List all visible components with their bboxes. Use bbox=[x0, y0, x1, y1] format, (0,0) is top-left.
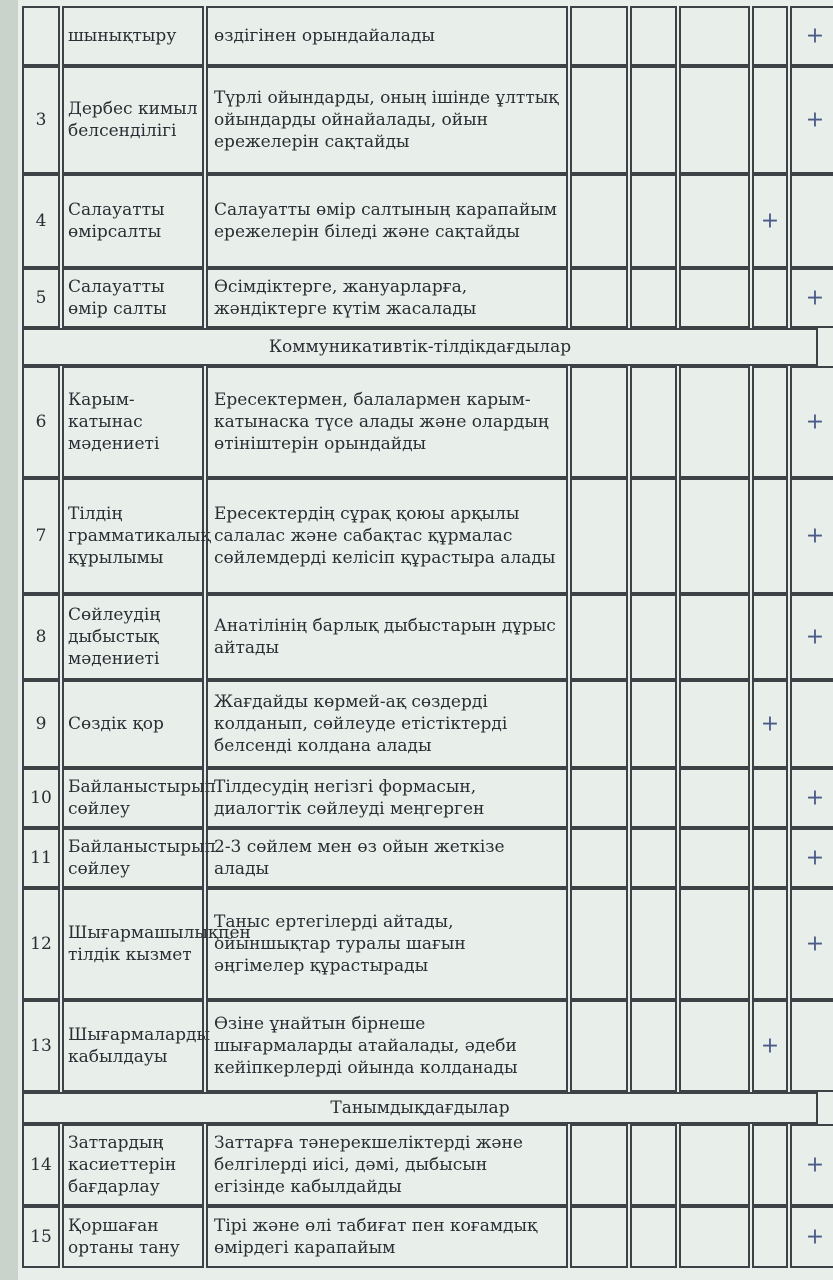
plus-mark: + bbox=[760, 1033, 780, 1059]
grade-cell[interactable] bbox=[790, 66, 833, 174]
grade-cell[interactable] bbox=[752, 366, 788, 478]
grade-cell[interactable] bbox=[790, 828, 833, 888]
grade-cell[interactable] bbox=[790, 1000, 833, 1092]
skill-description: Салауатты өмір салтының карапайым ережелерін біледі және сақтайды bbox=[206, 174, 568, 268]
skill-description: Тілдесудің негізгі формасын, диалогтік сөйлеуді меңгерген bbox=[206, 768, 568, 828]
plus-mark: + bbox=[760, 208, 780, 234]
skill-name: Карым-катынас мәдениеті bbox=[62, 366, 204, 478]
grade-cell[interactable] bbox=[790, 174, 833, 268]
table-row bbox=[22, 6, 825, 66]
table-row bbox=[22, 768, 825, 828]
grade-cell[interactable] bbox=[570, 1124, 628, 1206]
grade-cell[interactable] bbox=[630, 66, 677, 174]
skill-name: Заттардың касиеттерін бағдарлау bbox=[62, 1124, 204, 1206]
grade-cell[interactable] bbox=[752, 174, 788, 268]
grade-cell[interactable] bbox=[752, 768, 788, 828]
plus-mark: + bbox=[805, 785, 825, 811]
grade-cell[interactable] bbox=[630, 478, 677, 594]
grade-cell[interactable] bbox=[790, 268, 833, 328]
skill-name: Шығармашылықпен тілдік кызмет bbox=[62, 888, 204, 1000]
plus-mark: + bbox=[805, 523, 825, 549]
table-row bbox=[22, 366, 825, 478]
grade-cell[interactable] bbox=[630, 1000, 677, 1092]
grade-cell[interactable] bbox=[630, 6, 677, 66]
skill-description: өздігінен орындайалады bbox=[206, 6, 568, 66]
grade-cell[interactable] bbox=[679, 888, 750, 1000]
row-number: 9 bbox=[22, 680, 60, 768]
grade-cell[interactable] bbox=[630, 268, 677, 328]
table-row bbox=[22, 888, 825, 1000]
grade-cell[interactable] bbox=[790, 768, 833, 828]
skill-description: Жағдайды көрмей-ақ сөздерді колданып, сөйлеуде етістіктерді белсенді колдана алады bbox=[206, 680, 568, 768]
skill-description: Ересектердің сұрақ қоюы арқылы салалас және сабақтас құрмалас сөйлемдерді келісіп құрастыра алады bbox=[206, 478, 568, 594]
table-row bbox=[22, 680, 822, 768]
grade-cell[interactable] bbox=[679, 768, 750, 828]
skill-name: Салауатты өмірсалты bbox=[62, 174, 204, 268]
row-number: 6 bbox=[22, 366, 60, 478]
plus-mark: + bbox=[805, 931, 825, 957]
grade-cell[interactable] bbox=[790, 594, 833, 680]
grade-cell[interactable] bbox=[679, 6, 750, 66]
grade-cell[interactable] bbox=[570, 680, 628, 768]
plus-mark: + bbox=[805, 1224, 825, 1250]
row-number: 12 bbox=[22, 888, 60, 1000]
skill-name: шынықтыру bbox=[62, 6, 204, 66]
grade-cell[interactable] bbox=[570, 268, 628, 328]
grade-cell[interactable] bbox=[630, 768, 677, 828]
row-number: 14 bbox=[22, 1124, 60, 1206]
grade-cell[interactable] bbox=[570, 828, 628, 888]
skill-description: Түрлі ойындарды, оның ішінде ұлттық ойындарды ойнайалады, ойын ережелерін сақтайды bbox=[206, 66, 568, 174]
skill-description: Таныс ертегілерді айтады, ойыншықтар туралы шағын әңгімелер құрастырады bbox=[206, 888, 568, 1000]
grade-cell[interactable] bbox=[752, 680, 788, 768]
grade-cell[interactable] bbox=[752, 1206, 788, 1268]
skill-name: Дербес кимыл белсенділігі bbox=[62, 66, 204, 174]
grade-cell[interactable] bbox=[752, 268, 788, 328]
grade-cell[interactable] bbox=[570, 6, 628, 66]
grade-cell[interactable] bbox=[570, 888, 628, 1000]
grade-cell[interactable] bbox=[570, 594, 628, 680]
grade-cell[interactable] bbox=[790, 888, 833, 1000]
grade-cell[interactable] bbox=[679, 680, 750, 768]
skill-name: Қоршаған ортаны тану bbox=[62, 1206, 204, 1268]
plus-mark: + bbox=[805, 409, 825, 435]
skill-name: Сөйлеудің дыбыстық мәдениеті bbox=[62, 594, 204, 680]
grade-cell[interactable] bbox=[630, 1124, 677, 1206]
table-row bbox=[22, 66, 825, 174]
table-row bbox=[22, 478, 825, 594]
grade-cell[interactable] bbox=[679, 1000, 750, 1092]
grade-cell[interactable] bbox=[679, 1124, 750, 1206]
section-header: Танымдықдағдылар bbox=[22, 1092, 818, 1124]
table-row bbox=[22, 1124, 825, 1206]
skill-name: Салауатты өмір салты bbox=[62, 268, 204, 328]
grade-cell[interactable] bbox=[630, 828, 677, 888]
skill-name: Байланыстырып сөйлеу bbox=[62, 828, 204, 888]
grade-cell[interactable] bbox=[752, 478, 788, 594]
plus-mark: + bbox=[805, 845, 825, 871]
grade-cell[interactable] bbox=[630, 594, 677, 680]
grade-cell[interactable] bbox=[570, 478, 628, 594]
skill-description: Өзіне ұнайтын бірнеше шығармаларды атайалады, әдеби кейіпкерлерді ойында колданады bbox=[206, 1000, 568, 1092]
grade-cell[interactable] bbox=[752, 6, 788, 66]
grade-cell[interactable] bbox=[679, 366, 750, 478]
grade-cell[interactable] bbox=[790, 478, 833, 594]
grade-cell[interactable] bbox=[630, 680, 677, 768]
grade-cell[interactable] bbox=[752, 1124, 788, 1206]
skill-description: Тірі және өлі табиғат пен коғамдық өмірдегі карапайым bbox=[206, 1206, 568, 1268]
skill-name: Шығармаларды кабылдауы bbox=[62, 1000, 204, 1092]
skill-name: Байланыстырып сөйлеу bbox=[62, 768, 204, 828]
page-edge bbox=[0, 0, 18, 1280]
row-number: 4 bbox=[22, 174, 60, 268]
table-row bbox=[22, 1000, 822, 1092]
plus-mark: + bbox=[760, 711, 780, 737]
table-row bbox=[22, 828, 825, 888]
skill-description: Өсімдіктерге, жануарларға, жәндіктерге күтім жасалады bbox=[206, 268, 568, 328]
grade-cell[interactable] bbox=[570, 174, 628, 268]
grade-cell[interactable] bbox=[570, 366, 628, 478]
plus-mark: + bbox=[805, 285, 825, 311]
grade-cell[interactable] bbox=[790, 1124, 833, 1206]
grade-cell[interactable] bbox=[752, 888, 788, 1000]
grade-cell[interactable] bbox=[790, 366, 833, 478]
grade-cell[interactable] bbox=[630, 888, 677, 1000]
skill-description: 2-3 сөйлем мен өз ойын жеткізе алады bbox=[206, 828, 568, 888]
row-number: 13 bbox=[22, 1000, 60, 1092]
grade-cell[interactable] bbox=[630, 1206, 677, 1268]
row-number: 5 bbox=[22, 268, 60, 328]
row-number: 15 bbox=[22, 1206, 60, 1268]
grade-cell[interactable] bbox=[752, 828, 788, 888]
row-number: 7 bbox=[22, 478, 60, 594]
skill-name: Тілдің грамматикалық құрылымы bbox=[62, 478, 204, 594]
table-row bbox=[22, 1206, 825, 1268]
row-number: 8 bbox=[22, 594, 60, 680]
row-number: 3 bbox=[22, 66, 60, 174]
skill-description: Ересектермен, балалармен карым-катынаска түсе алады және олардың өтініштерін орындайды bbox=[206, 366, 568, 478]
row-number: 11 bbox=[22, 828, 60, 888]
grade-cell[interactable] bbox=[790, 6, 833, 66]
grade-cell[interactable] bbox=[679, 828, 750, 888]
grade-cell[interactable] bbox=[679, 268, 750, 328]
plus-mark: + bbox=[805, 1152, 825, 1178]
grade-cell[interactable] bbox=[679, 174, 750, 268]
grade-cell[interactable] bbox=[679, 478, 750, 594]
table-row bbox=[22, 268, 825, 328]
grade-cell[interactable] bbox=[570, 66, 628, 174]
skill-name: Сөздік қор bbox=[62, 680, 204, 768]
table-row bbox=[22, 174, 822, 268]
section-header: Коммуникативтік-тілдікдағдылар bbox=[22, 328, 818, 366]
table-row bbox=[22, 594, 825, 680]
grade-cell[interactable] bbox=[790, 680, 833, 768]
grade-cell[interactable] bbox=[570, 768, 628, 828]
skill-description: Анатілінің барлық дыбыстарын дұрыс айтады bbox=[206, 594, 568, 680]
grade-cell[interactable] bbox=[679, 594, 750, 680]
grade-cell[interactable] bbox=[570, 1206, 628, 1268]
row-number: 10 bbox=[22, 768, 60, 828]
row-number bbox=[22, 6, 60, 66]
grade-cell[interactable] bbox=[679, 1206, 750, 1268]
skill-description: Заттарға тәнерекшеліктерді және белгілерді иісі, дәмі, дыбысын егізінде кабылдайды bbox=[206, 1124, 568, 1206]
grade-cell[interactable] bbox=[630, 174, 677, 268]
plus-mark: + bbox=[805, 23, 825, 49]
plus-mark: + bbox=[805, 624, 825, 650]
grade-cell[interactable] bbox=[570, 1000, 628, 1092]
grade-cell[interactable] bbox=[630, 366, 677, 478]
plus-mark: + bbox=[805, 107, 825, 133]
grade-cell[interactable] bbox=[679, 66, 750, 174]
grade-cell[interactable] bbox=[752, 594, 788, 680]
grade-cell[interactable] bbox=[752, 1000, 788, 1092]
grade-cell[interactable] bbox=[752, 66, 788, 174]
grade-cell[interactable] bbox=[790, 1206, 833, 1268]
